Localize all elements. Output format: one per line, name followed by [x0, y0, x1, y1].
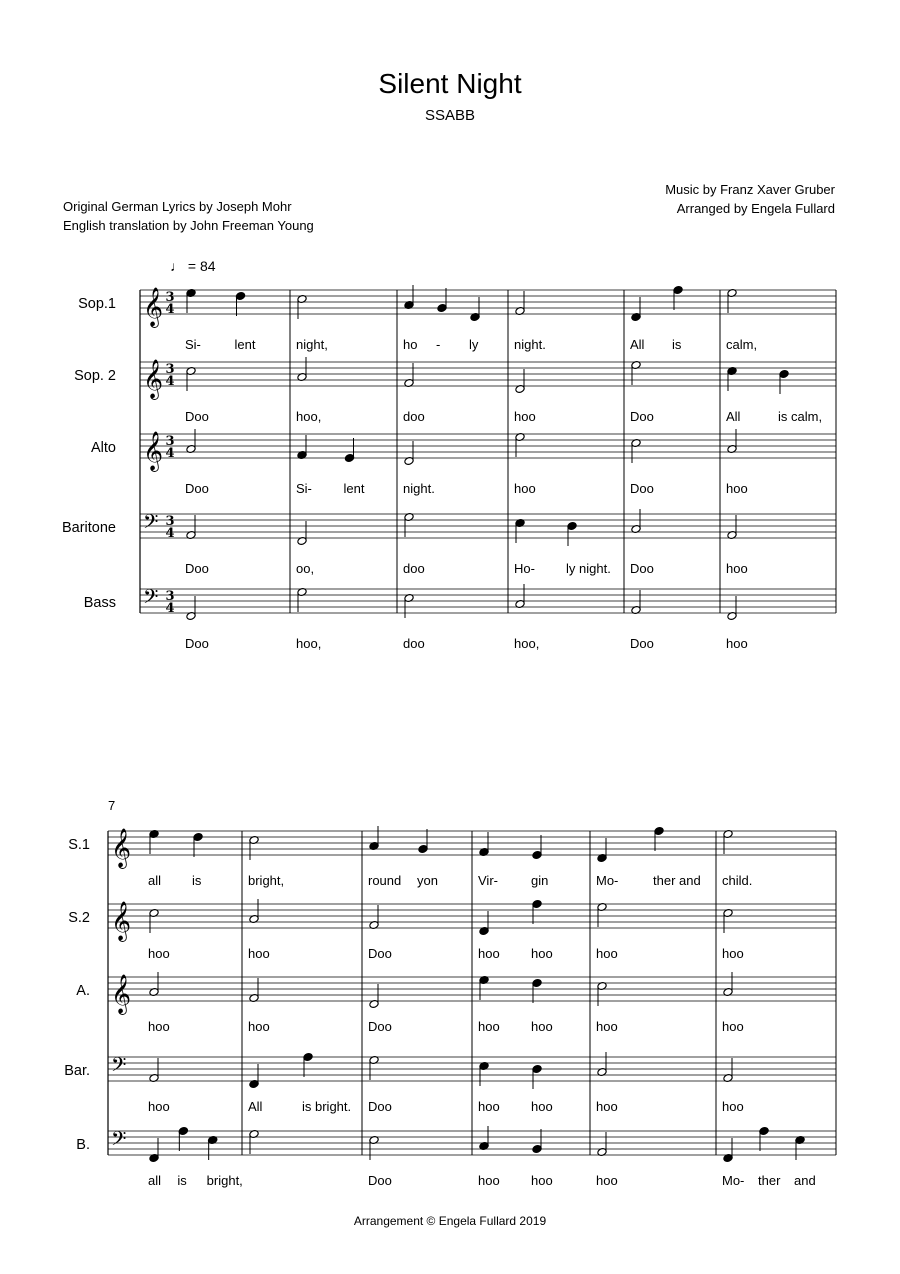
- lyric-syllable: Doo: [368, 1173, 392, 1188]
- lyric-syllable: hoo: [726, 481, 748, 496]
- instrument-name: Baritone: [61, 520, 116, 536]
- lyric-syllable: All: [248, 1099, 263, 1114]
- lyric-syllable: hoo: [248, 1019, 270, 1034]
- lyric-syllable: Ho-: [514, 561, 535, 576]
- lyric-syllable: doo: [403, 561, 425, 576]
- lyric-syllable: hoo,: [514, 636, 540, 651]
- lyric-syllable: oo,: [296, 561, 315, 576]
- lyric-syllable: All: [630, 337, 645, 352]
- lyric-syllable: hoo: [478, 1173, 500, 1188]
- lyric-syllable: lent: [343, 481, 365, 496]
- lyric-syllable: hoo: [478, 1019, 500, 1034]
- lyric-syllable: ther: [758, 1173, 781, 1188]
- lyric-syllable: hoo: [722, 1019, 744, 1034]
- time-signature-top: 3: [165, 434, 175, 449]
- instrument-name: S.1: [68, 837, 90, 853]
- lyric-syllable: is bright.: [302, 1099, 352, 1114]
- lyric-syllable: is calm,: [778, 409, 823, 424]
- instrument-name: A.: [76, 983, 90, 999]
- lyric-syllable: hoo: [531, 946, 553, 961]
- lyric-syllable: Si-: [185, 337, 201, 352]
- lyric-syllable: Doo: [368, 946, 392, 961]
- lyricist-line-1: Original German Lyrics by Joseph Mohr: [63, 199, 292, 214]
- time-signature-top: 3: [165, 589, 175, 604]
- lyric-syllable: all: [148, 873, 162, 888]
- lyric-syllable: doo: [403, 409, 425, 424]
- lyric-syllable: hoo: [531, 1099, 553, 1114]
- lyric-syllable: Doo: [630, 409, 654, 424]
- lyric-syllable: night,: [296, 337, 328, 352]
- lyric-syllable: Doo: [368, 1099, 392, 1114]
- instrument-name: Sop. 2: [74, 368, 116, 384]
- lyric-syllable: bright,: [248, 873, 285, 888]
- lyric-syllable: Doo: [630, 561, 654, 576]
- instrument-name: Alto: [91, 440, 116, 456]
- lyric-syllable: hoo: [596, 1173, 618, 1188]
- time-signature-top: 3: [165, 514, 175, 529]
- treble-clef-icon: 𝄞: [111, 975, 132, 1013]
- lyric-syllable: hoo: [248, 946, 270, 961]
- lyric-syllable: is: [177, 1173, 187, 1188]
- lyric-syllable: hoo: [514, 409, 536, 424]
- lyric-syllable: hoo,: [296, 636, 322, 651]
- lyric-syllable: yon: [417, 873, 438, 888]
- bass-clef-icon: 𝄢: [111, 1054, 127, 1081]
- lyric-syllable: Doo: [185, 636, 209, 651]
- lyric-syllable: ther and: [653, 873, 701, 888]
- lyric-syllable: hoo: [722, 1099, 744, 1114]
- time-signature-top: 3: [165, 290, 175, 305]
- lyric-syllable: Si-: [296, 481, 312, 496]
- instrument-name: S.2: [68, 910, 90, 926]
- treble-clef-icon: 𝄞: [143, 360, 164, 398]
- treble-clef-icon: 𝄞: [143, 288, 164, 326]
- copyright-notice: Arrangement © Engela Fullard 2019: [353, 1214, 547, 1228]
- lyric-syllable: hoo: [478, 946, 500, 961]
- lyric-syllable: hoo: [148, 1099, 170, 1114]
- treble-clef-icon: 𝄞: [143, 432, 164, 470]
- lyric-syllable: Vir-: [478, 873, 498, 888]
- lyric-syllable: Doo: [185, 481, 209, 496]
- time-signature-bottom: 4: [165, 302, 175, 317]
- lyric-syllable: night.: [403, 481, 435, 496]
- score-title: Silent Night: [378, 68, 522, 99]
- composer-line: Music by Franz Xaver Gruber: [665, 182, 835, 197]
- tempo-marking: ♩ = 84: [170, 258, 216, 274]
- instrument-name: Bar.: [64, 1063, 90, 1079]
- treble-clef-icon: 𝄞: [111, 902, 132, 940]
- lyric-syllable: hoo: [514, 481, 536, 496]
- lyric-syllable: -: [436, 337, 441, 352]
- lyric-syllable: round: [368, 873, 402, 888]
- lyric-syllable: hoo: [531, 1019, 553, 1034]
- lyric-syllable: is: [672, 337, 682, 352]
- lyric-syllable: ly night.: [566, 561, 611, 576]
- treble-clef-icon: 𝄞: [111, 829, 132, 867]
- lyric-syllable: hoo: [596, 1019, 618, 1034]
- lyric-syllable: hoo: [726, 561, 748, 576]
- time-signature-bottom: 4: [165, 601, 175, 616]
- lyric-syllable: lent: [234, 337, 256, 352]
- lyric-syllable: All: [726, 409, 741, 424]
- lyric-syllable: doo: [403, 636, 425, 651]
- lyric-syllable: night.: [514, 337, 546, 352]
- lyric-syllable: and: [794, 1173, 816, 1188]
- lyric-syllable: calm,: [726, 337, 758, 352]
- lyric-syllable: Doo: [630, 636, 654, 651]
- time-signature-bottom: 4: [165, 526, 175, 541]
- bass-clef-icon: 𝄢: [143, 511, 159, 538]
- instrument-name: Sop.1: [78, 296, 116, 312]
- lyric-syllable: Doo: [185, 409, 209, 424]
- lyric-syllable: gin: [531, 873, 549, 888]
- lyric-syllable: ho: [403, 337, 418, 352]
- lyric-syllable: Doo: [368, 1019, 392, 1034]
- lyric-syllable: Mo-: [722, 1173, 745, 1188]
- arranger-line: Arranged by Engela Fullard: [676, 201, 835, 216]
- lyricist-line-2: English translation by John Freeman Young: [63, 218, 314, 233]
- lyric-syllable: hoo: [531, 1173, 553, 1188]
- lyric-syllable: hoo: [722, 946, 744, 961]
- instrument-name: B.: [76, 1137, 90, 1153]
- lyric-syllable: hoo: [596, 946, 618, 961]
- lyric-syllable: hoo,: [296, 409, 322, 424]
- time-signature-bottom: 4: [165, 446, 175, 461]
- lyric-syllable: bright,: [206, 1173, 243, 1188]
- lyric-syllable: hoo: [478, 1099, 500, 1114]
- lyric-syllable: is: [192, 873, 202, 888]
- lyric-syllable: Doo: [630, 481, 654, 496]
- lyric-syllable: child.: [722, 873, 753, 888]
- lyric-syllable: hoo: [726, 636, 748, 651]
- lyric-syllable: hoo: [148, 1019, 170, 1034]
- instrument-name: Bass: [83, 595, 116, 611]
- bass-clef-icon: 𝄢: [111, 1128, 127, 1155]
- lyric-syllable: ly: [469, 337, 479, 352]
- lyric-syllable: all: [148, 1173, 162, 1188]
- bass-clef-icon: 𝄢: [143, 586, 159, 613]
- measure-number: 7: [108, 798, 116, 813]
- score-subtitle: SSABB: [424, 107, 476, 124]
- lyric-syllable: hoo: [596, 1099, 618, 1114]
- lyric-syllable: Mo-: [596, 873, 619, 888]
- lyric-syllable: Doo: [185, 561, 209, 576]
- time-signature-top: 3: [165, 362, 175, 377]
- time-signature-bottom: 4: [165, 374, 175, 389]
- lyric-syllable: hoo: [148, 946, 170, 961]
